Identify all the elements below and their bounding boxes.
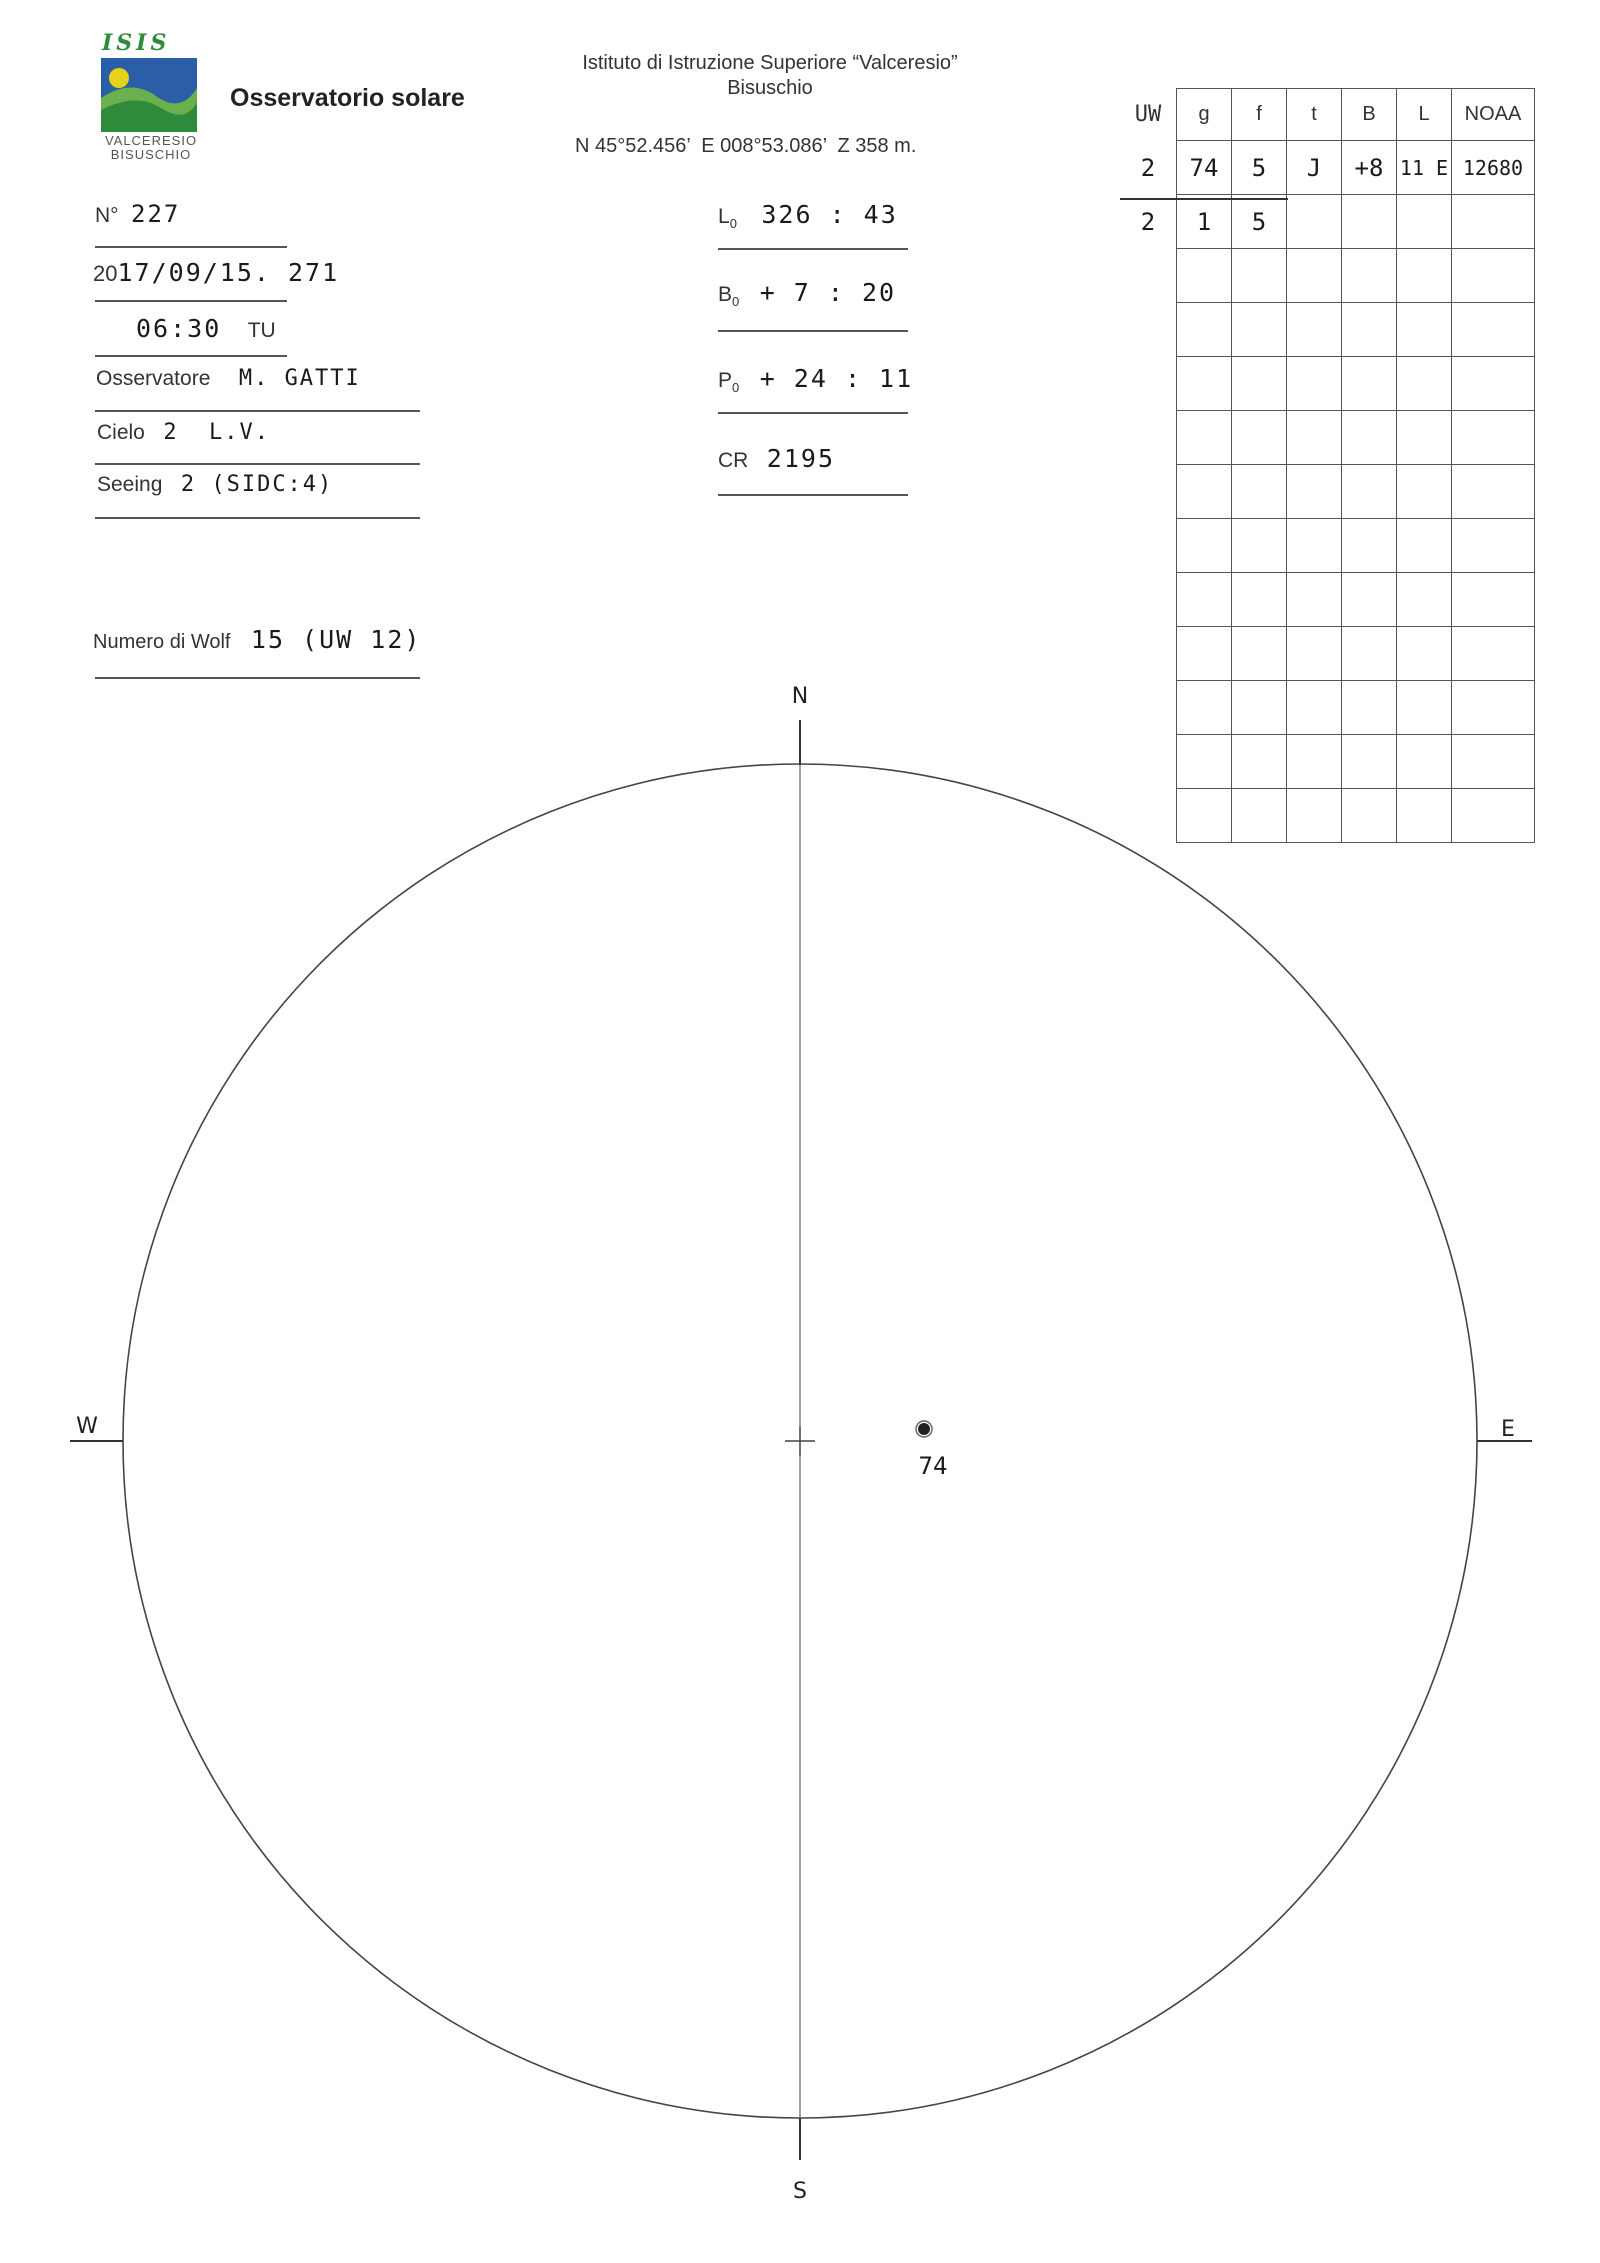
west-label: W (76, 1414, 98, 1439)
observer-value: M. GATTI (238, 366, 361, 391)
seeing-label: Seeing (97, 473, 163, 496)
table-cell-uw: 2 (1140, 153, 1156, 182)
p0-label: $P_0$ (718, 369, 740, 396)
table-cell: +8 (1342, 141, 1397, 195)
site-coordinates: N 45°52.456’ E 008°53.086’ Z 358 m. (575, 135, 917, 157)
cr-label: CR (718, 449, 749, 472)
sunspot-group-label: 74 (918, 1452, 948, 1480)
table-cell: 11 E (1397, 141, 1452, 195)
table-header-b: B (1342, 89, 1397, 141)
table-header-f: f (1232, 89, 1287, 141)
date-prefix: 20 (93, 261, 118, 286)
time-value: 06:30 (136, 314, 222, 343)
l0-value: 326 : 43 (761, 200, 898, 229)
time-unit: TU (247, 319, 276, 342)
table-cell: J (1287, 141, 1342, 195)
observer-label: Osservatore (96, 367, 211, 390)
table-cell: 5 (1232, 195, 1287, 249)
table-cell: 1 (1177, 195, 1232, 249)
table-header-uw: UW (1134, 102, 1162, 127)
table-cell: 12680 (1452, 141, 1535, 195)
l0-label: $L_0$ (718, 205, 737, 232)
table-header-t: t (1287, 89, 1342, 141)
wolf-value: 15 (UW 12) (250, 625, 422, 654)
seeing-value: 2 (SIDC:4) (180, 472, 334, 497)
institute-name: Istituto di Istruzione Superiore “Valceresio” (582, 52, 958, 74)
table-cell-uw: 2 (1140, 207, 1156, 236)
number-value: 227 (131, 200, 181, 228)
table-header-l: L (1397, 89, 1452, 141)
b0-label: $B_0$ (718, 283, 740, 310)
institute-town: Bisuschio (727, 77, 813, 99)
table-header-g: g (1177, 89, 1232, 141)
number-label: N° (95, 204, 119, 227)
table-cell: 5 (1232, 141, 1287, 195)
sky-value: 2 L.V. (163, 420, 271, 445)
sky-label: Cielo (97, 421, 145, 444)
logo-sub-line-1: VALCERESIO (104, 133, 198, 148)
cr-value: 2195 (766, 444, 836, 473)
p0-value: + 24 : 11 (759, 364, 914, 393)
table-header-noaa: NOAA (1452, 89, 1535, 141)
wolf-label: Numero di Wolf (93, 631, 231, 653)
table-cell: 74 (1177, 141, 1232, 195)
north-label: N (791, 684, 809, 709)
logo-brand: ISIS (102, 30, 171, 56)
logo-sub-line-2: BISUSCHIO (110, 147, 192, 162)
south-label: S (793, 2179, 807, 2204)
sunspot-group-mark (918, 1423, 930, 1435)
page-title: Osservatorio solare (230, 84, 465, 112)
east-label: E (1501, 1417, 1515, 1442)
date-value: 17/09/15. 271 (117, 258, 340, 287)
b0-value: + 7 : 20 (759, 278, 897, 307)
